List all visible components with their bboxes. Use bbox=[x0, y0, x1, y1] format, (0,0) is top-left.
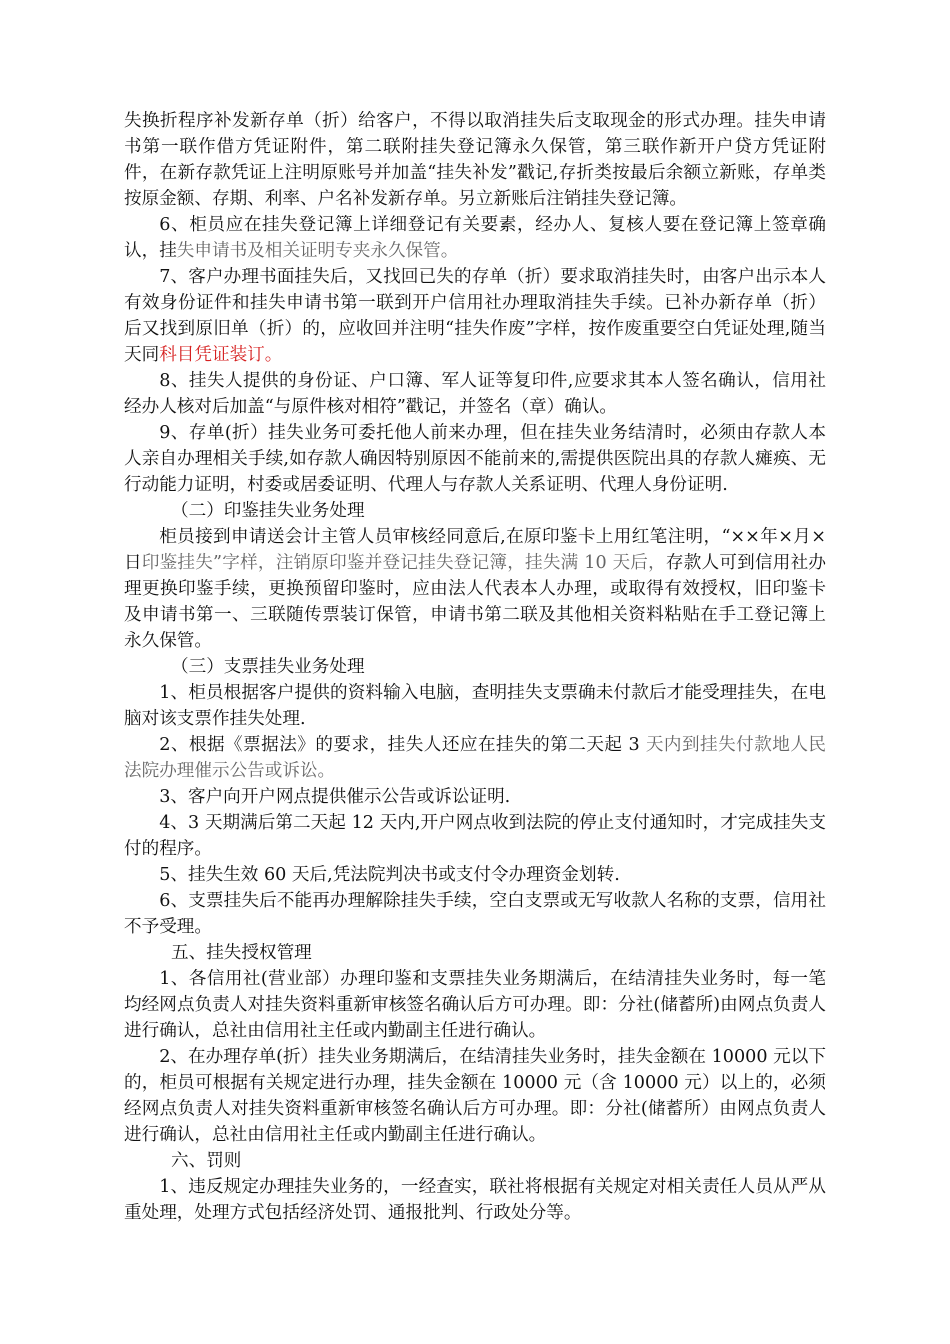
text-red: 科目凭证装订。 bbox=[159, 345, 283, 365]
text: 6、柜员应在挂失登记簿上详细登记有关要素，经办人、复核人要在登记簿上签章确认，挂 bbox=[124, 215, 826, 261]
text-gray: 失申请书及相关证明专夹永久保管。 bbox=[176, 241, 459, 261]
paragraph-cheque-4 bbox=[124, 810, 826, 862]
text: 7、客户办理书面挂失后，又找回已失的存单（折）要求取消挂失时，由客户出示本人有效身份证件和挂失申请书第一联到开户信用社办理取消挂失手续。已补办新存单（折）后又找到原旧单（折）的，应收回并注明“挂失作废”字样，按作废重要空白凭证处理,随当天同 bbox=[124, 267, 826, 365]
text: 2、根据《票据法》的要求，挂失人还应在挂失的第二天起 3 bbox=[159, 735, 646, 755]
section-heading-penalties bbox=[124, 1148, 826, 1174]
text: 1、违反规定办理挂失业务的，一经查实，联社将根据有关规定对相关责任人员从严从重处理，处理方式包括经济处罚、通报批判、行政处分等。 bbox=[124, 1177, 826, 1223]
text: 1、柜员根据客户提供的资料输入电脑，查明挂失支票确未付款后才能受理挂失，在电脑对该支票作挂失处理. bbox=[124, 683, 826, 729]
paragraph-cheque-6 bbox=[124, 888, 826, 940]
text: 8、挂失人提供的身份证、户口簿、军人证等复印件,应要求其本人签名确认，信用社经办人核对后加盖“与原件核对相符”戳记，并签名（章）确认。 bbox=[124, 371, 826, 417]
text: 存款人可到信用社办理更换印鉴手续，更换预留印鉴时，应由法人代表本人办理，或取得有效授权，旧印鉴卡及申请书第一、三联随传票装订保管，申请书第二联及其他相关资料粘贴在手工登记簿上永久保管。 bbox=[124, 553, 826, 651]
heading-text: 六、罚则 bbox=[171, 1151, 242, 1171]
text: 9、存单(折）挂失业务可委托他人前来办理，但在挂失业务结清时，必须由存款人本人亲自办理相关手续,如存款人确因特别原因不能前来的,需提供医院出具的存款人瘫痪、无行动能力证明，村委或居委证明、代理人与存款人关系证明、代理人身份证明. bbox=[124, 423, 826, 495]
text: 2、在办理存单(折）挂失业务期满后，在结清挂失业务时，挂失金额在 10000 元以下的，柜员可根据有关规定进行办理，挂失金额在 10000 元（含 10000 元）以上的，必须经网点负责人对挂失资料重新审核签名确认后方可办理。即：分社(储蓄所）由网点负责人进行确认，总社由信用社主任或内勤副主任进行确认。 bbox=[124, 1047, 826, 1145]
subheading-cheque-loss bbox=[124, 654, 826, 680]
text: 4、3 天期满后第二天起 12 天内,开户网点收到法院的停止支付通知时，才完成挂失支付的程序。 bbox=[124, 813, 826, 859]
subheading-seal-loss bbox=[124, 498, 826, 524]
text-gray: 印鉴挂失”字样，注销原印鉴并登记挂失登记簿，挂失满 10 天后， bbox=[141, 553, 666, 573]
paragraph-continuation bbox=[124, 108, 826, 212]
paragraph-penalty-1 bbox=[124, 1174, 826, 1226]
text: 5、挂失生效 60 天后,凭法院判决书或支付令办理资金划转. bbox=[159, 865, 620, 885]
text: 3、客户向开户网点提供催示公告或诉讼证明. bbox=[159, 787, 511, 807]
text: 6、支票挂失后不能再办理解除挂失手续，空白支票或无写收款人名称的支票，信用社不予受理。 bbox=[124, 891, 826, 937]
paragraph-cheque-1 bbox=[124, 680, 826, 732]
paragraph-item-7 bbox=[124, 264, 826, 368]
paragraph-item-6 bbox=[124, 212, 826, 264]
subheading-text: （三）支票挂失业务处理 bbox=[171, 657, 365, 677]
text: 柜员接到申请送会计主管人员审核经同意后,在原印鉴卡上用红笔注明，“××年×月×日 bbox=[124, 527, 826, 573]
text: 1、各信用社(营业部）办理印鉴和支票挂失业务期满后，在结清挂失业务时，每一笔均经网点负责人对挂失资料重新审核签名确认后方可办理。即：分社(储蓄所)由网点负责人进行确认，总社由信用社主任或内勤副主任进行确认。 bbox=[124, 969, 826, 1041]
paragraph-seal-loss bbox=[124, 524, 826, 654]
paragraph-item-9 bbox=[124, 420, 826, 498]
text: 失换折程序补发新存单（折）给客户，不得以取消挂失后支取现金的形式办理。挂失申请书第一联作借方凭证附件，第二联附挂失登记簿永久保管，第三联作新开户贷方凭证附件，在新存款凭证上注明原账号并加盖“挂失补发”戳记,存折类按最后余额立新账，存单类按原金额、存期、利率、户名补发新存单。另立新账后注销挂失登记簿。 bbox=[124, 111, 826, 209]
paragraph-item-8 bbox=[124, 368, 826, 420]
paragraph-cheque-2 bbox=[124, 732, 826, 784]
paragraph-cheque-5 bbox=[124, 862, 826, 888]
subheading-text: （二）印鉴挂失业务处理 bbox=[171, 501, 365, 521]
text-gray: 天内到挂失付款地人民法院办理催示公告或诉讼。 bbox=[124, 735, 826, 781]
heading-text: 五、挂失授权管理 bbox=[171, 943, 312, 963]
paragraph-auth-2 bbox=[124, 1044, 826, 1148]
paragraph-cheque-3 bbox=[124, 784, 826, 810]
section-heading-authorization bbox=[124, 940, 826, 966]
paragraph-auth-1 bbox=[124, 966, 826, 1044]
